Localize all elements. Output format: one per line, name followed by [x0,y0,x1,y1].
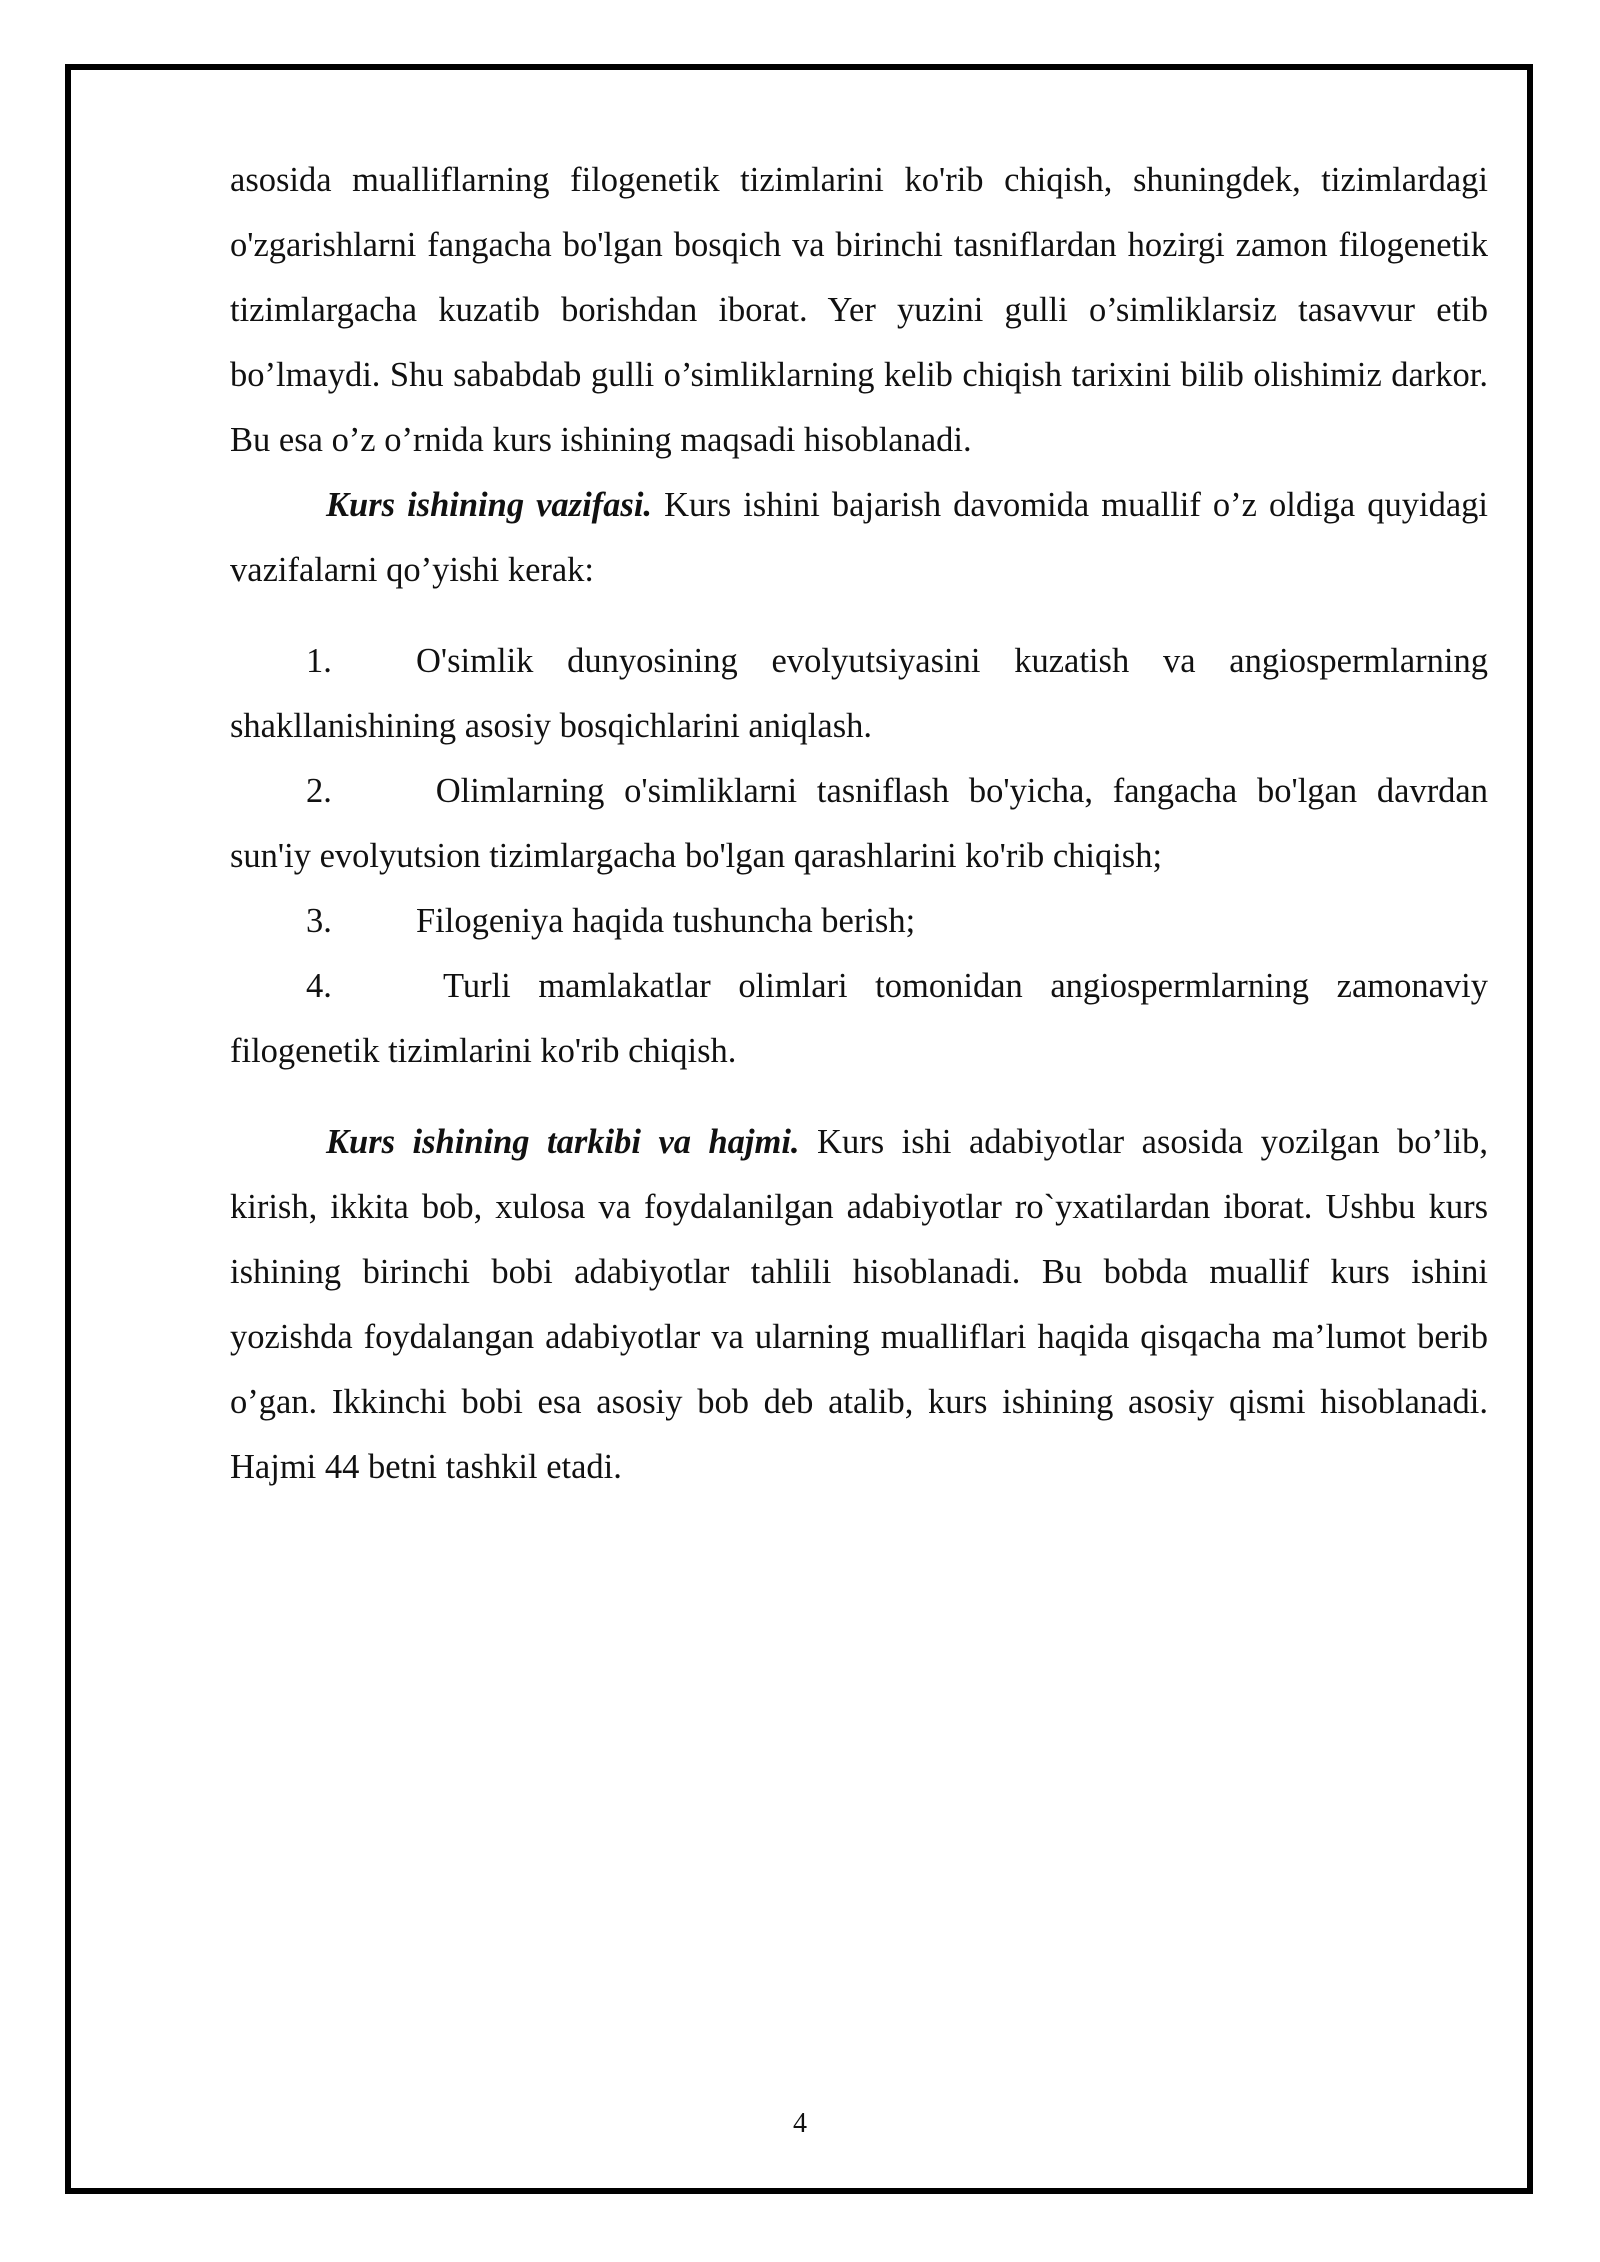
list-item-text: Turli mamlakatlar olimlari tomonidan angiospermlarning zamonaviy filogenetik tizimlarini ko'rib chiqish. [230,967,1488,1070]
list-item-text: Filogeniya haqida tushuncha berish; [416,902,916,940]
list-item-text: Olimlarning o'simliklarni tasniflash bo'yicha, fangacha bo'lgan davrdan sun'iy evolyutsion tizimlargacha bo'lgan qarashlarini ko'rib chiqish; [230,772,1488,875]
list-item [230,889,1488,954]
list-item-number: 4. [306,967,332,1005]
list-item-number: 3. [306,902,332,940]
document-body [230,148,1488,1500]
list-item-number: 2. [306,772,332,810]
list-item-text: O'simlik dunyosining evolyutsiyasini kuzatish va angiospermlarning shakllanishining asosiy bosqichlarini aniqlash. [230,642,1488,745]
spacer [230,1084,1488,1110]
tasks-paragraph [230,473,1488,603]
spacer [230,603,1488,629]
structure-heading: Kurs ishining tarkibi va hajmi. [326,1123,800,1161]
list-item-number: 1. [306,642,332,680]
list-item [230,759,1488,889]
structure-paragraph [230,1110,1488,1500]
structure-text: Kurs ishi adabiyotlar asosida yozilgan bo’lib, kirish, ikkita bob, xulosa va foydalanilgan adabiyotlar ro`yxatilardan iborat. Ushbu kurs ishining birinchi bobi adabiyotlar tahlili hisoblanadi. Bu bobda muallif kurs ishini yozishda foydalangan adabiyotlar va ularning mualliflari haqida qisqacha ma’lumot berib o’gan. Ikkinchi bobi esa asosiy bob deb atalib, kurs ishining asosiy qismi hisoblanadi. Hajmi 44 betni tashkil etadi. [230,1123,1488,1486]
list-item [230,954,1488,1084]
list-item [230,629,1488,759]
tasks-intro-text: Kurs ishini bajarish davomida muallif o’z oldiga quyidagi vazifalarni qo’yishi kerak: [230,486,1488,589]
page-number: 4 [793,2108,807,2139]
intro-paragraph: asosida mualliflarning filogenetik tizimlarini ko'rib chiqish, shuningdek, tizimlardagi o'zgarishlarni fangacha bo'lgan bosqich va birinchi tasniflardan hozirgi zamon filogenetik tizimlargacha kuzatib borishdan iborat. Yer yuzini gulli o’simliklarsiz tasavvur etib bo’lmaydi. Shu sababdab gulli o’simliklarning kelib chiqish tarixini bilib olishimiz darkor. Bu esa o’z o’rnida kurs ishining maqsadi hisoblanadi. [230,161,1488,459]
tasks-heading: Kurs ishining vazifasi. [326,486,653,524]
